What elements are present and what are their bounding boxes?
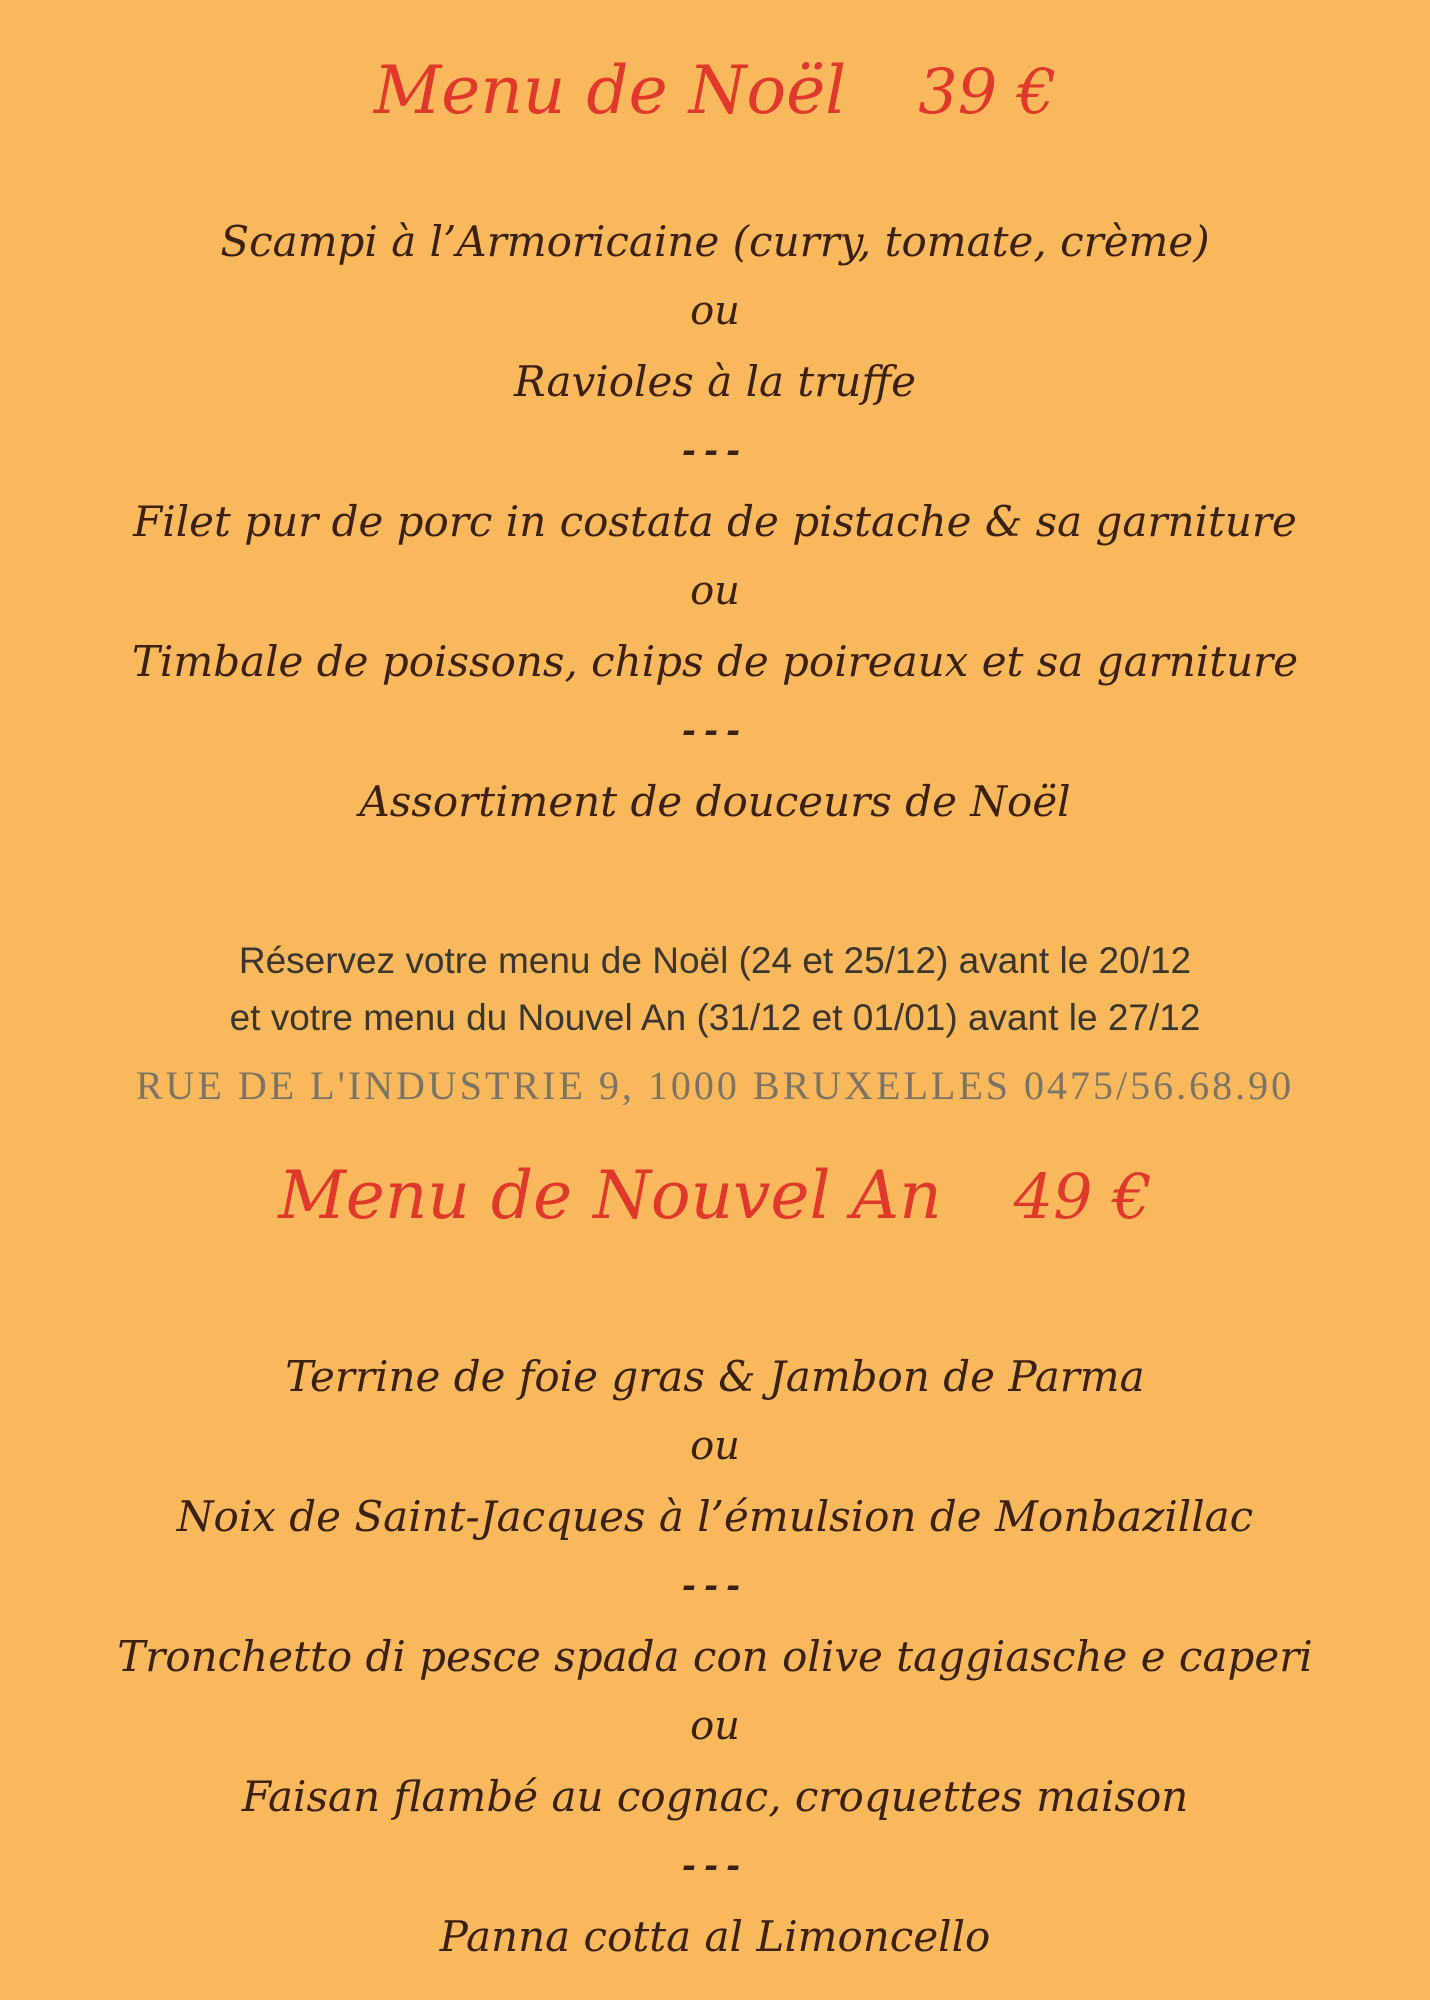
menu-noel-items [0,206,1430,836]
menu-nouvel-an-section [0,1157,1430,1971]
dish-line: Panna cotta al Limoncello [439,1911,991,1961]
menu-noel-price: 39 € [918,55,1057,128]
dash-separator: --- [681,1846,749,1886]
dash-separator: --- [681,431,749,471]
menu-nouvel-an-items [0,1341,1430,1971]
or-separator: ou [690,288,740,334]
or-separator: ou [690,1423,740,1469]
menu-noel-section [0,0,1430,836]
menu-nouvel-an-title-row [0,1157,1430,1277]
or-separator: ou [690,1703,740,1749]
dish-line: Terrine de foie gras & Jambon de Parma [285,1351,1145,1401]
reservation-line-1: Réservez votre menu de Noël (24 et 25/12) avant le 20/12 [238,940,1192,981]
menu-noel-title-row [0,52,1430,172]
restaurant-address: RUE DE L'INDUSTRIE 9, 1000 BRUXELLES 0475/56.68.90 [135,1063,1295,1108]
reservation-line-2: et votre menu du Nouvel An (31/12 et 01/01) avant le 27/12 [229,997,1201,1038]
menu-nouvel-an-title: Menu de Nouvel An [278,1157,942,1234]
dish-line: Assortiment de douceurs de Noël [359,776,1071,826]
dash-separator: --- [681,1566,749,1606]
or-separator: ou [690,568,740,614]
dish-line: Tronchetto di pesce spada con olive taggiasche e caperi [117,1631,1313,1681]
dish-line: Scampi à l’Armoricaine (curry, tomate, crème) [220,216,1210,266]
dish-line: Faisan flambé au cognac, croquettes maison [241,1771,1189,1821]
menu-nouvel-an-price: 49 € [1013,1160,1152,1233]
dish-line: Ravioles à la truffe [513,356,917,406]
dish-line: Filet pur de porc in costata de pistache & sa garniture [133,496,1297,546]
reservation-note [0,932,1430,1046]
dish-line: Noix de Saint-Jacques à l’émulsion de Monbazillac [176,1491,1254,1541]
dash-separator: --- [681,711,749,751]
dish-line: Timbale de poissons, chips de poireaux et sa garniture [131,636,1299,686]
menu-noel-title: Menu de Noël [373,52,847,129]
